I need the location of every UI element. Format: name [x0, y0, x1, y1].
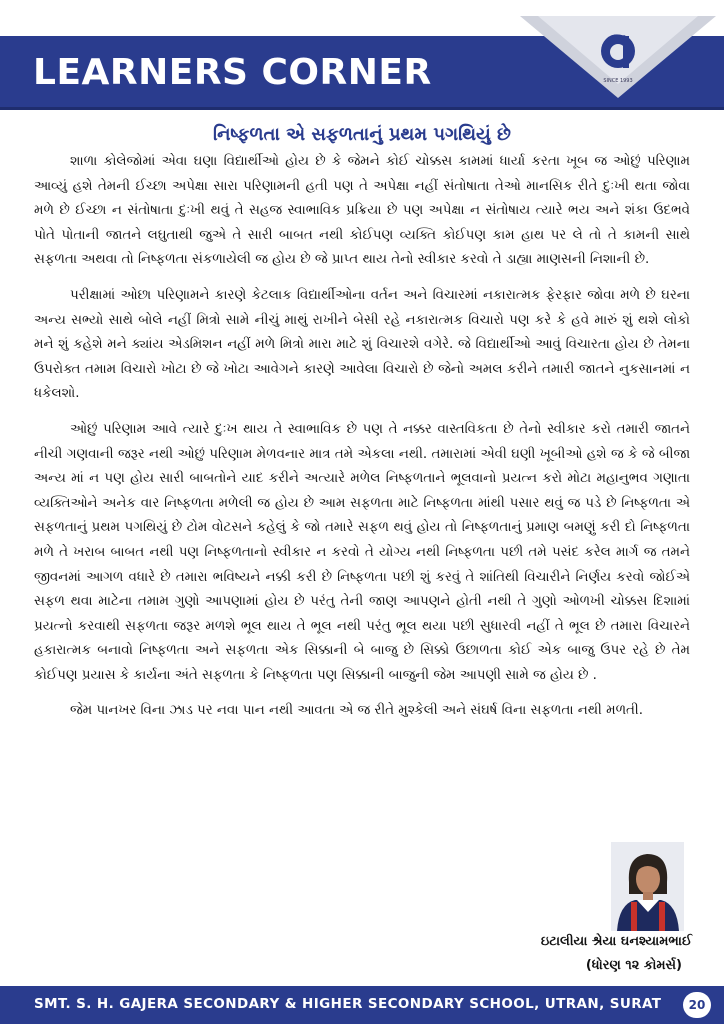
logo-since-text: SINCE 1993 [603, 78, 633, 84]
paragraph: શાળા કોલેજોમાં એવા ઘણા વિદ્યાર્થીઓ હોય છે કે જેમને કોઈ ચોક્કસ કામમાં ધાર્યા કરતા ખૂબ જ ઓછું પરિણામ આવ્યું હશે તેમની ઈચ્છા અપેક્ષા સારા પરિણામની હતી પણ તે અપેક્ષા નહીં સંતોષાતા તેઓ માનસિક રીતે દુઃખી થતા જોવા મળે છે ઈચ્છા ન સંતોષાતા દુઃખી થવું તે સહજ સ્વાભાવિક પ્રક્રિયા છે પણ અપેક્ષા ન સંતોષાય ત્યારે ભય અને શંકા ઉદભવે પોતે પોતાની જાતને લઘુતાથી જુએ તે સારી બાબત નથી કોઈપણ વ્યક્તિ કોઈપણ કામ હાથ પર લે તો તે કામની સાથે સફળતા અથવા તો નિષ્ફળતા સંકળાયેલી જ હોય છે જે પ્રાપ્ત થાય તેનો સ્વીકાર કરવો તે ડાહ્યા માણસની નિશાની છે. [34, 154, 690, 268]
school-logo-icon [520, 16, 716, 98]
header-edge [0, 107, 724, 110]
paragraph: પરીક્ષામાં ઓછા પરિણામને કારણે કેટલાક વિદ્યાર્થીઓના વર્તન અને વિચારમાં નકારાત્મક ફેરફાર જોવા મળે છે ઘરના અન્ય સભ્યો સાથે બોલે નહીં મિત્રો સામે નીચું માથું રાખીને બેસી રહે નકારાત્મક વિચારો પણ કરે કે હવે મારું શું થશે લોકો મને શું કહેશે મને ક્યાંય એડમિશન નહીં મળે મિત્રો મારા માટે શું વિચારશે વગેરે. જે વિદ્યાર્થીઓ આવું વિચારતા હોય છે તેમના ઉપરોક્ત તમામ વિચારો ખોટા છે જે ખોટા આવેગને કારણે આવેલા વિચારો છે જેનો અમલ કરીને તમારી જાતને નુકસાનમાં ન ધકેલશો. [34, 287, 690, 402]
article-body [34, 150, 690, 735]
header-title: LEARNERS CORNER [33, 52, 432, 93]
author-class: (ધોરણ ૧૨ કોમર્સ) [585, 958, 682, 973]
author-name: ઇટાલીયા શ્રેયા ઘનશ્યામભાઈ [540, 934, 692, 949]
paragraph: જેમ પાનખર વિના ઝાડ પર નવા પાન નથી આવતા એ જ રીતે મુશ્કેલી અને સંઘર્ષ વિના સફળતા નથી મળતી. [70, 703, 643, 719]
article-title: નિષ્ફળતા એ સફળતાનું પ્રથમ પગથિયું છે [213, 124, 511, 145]
paragraph: ઓછું પરિણામ આવે ત્યારે દુઃખ થાય તે સ્વાભાવિક છે પણ તે નક્કર વાસ્તવિકતા છે તેનો સ્વીકાર કરો તમારી જાતને નીચી ગણવાની જરૂર નથી ઓછું પરિણામ મેળવનાર માત્ર તમે એકલા નથી. તમારામાં એવી ઘણી ખૂબીઓ હશે જ કે જે બીજા અન્ય માં ન પણ હોય સારી બાબતોને યાદ કરીને અત્યારે મળેલ નિષ્ફળતાને ભૂલવાનો પ્રયત્ન કરો મોટા મહાનુભવ ગણાતા વ્યક્તિઓને અનેક વાર નિષ્ફળતા મળેલી જ હોય છે આમ સફળતા માટે નિષ્ફળતા માંથી પસાર થવું જ પડે છે નિષ્ફળતા એ સફળતાનું પ્રથમ પગથિયું છે ટોમ વોટસને કહેલું કે જો તમારે સફળ થવું હોય તો નિષ્ફળતાનું પ્રમાણ બમણું કરી દો નિષ્ફળતા મળે તે ખરાબ બાબત નથી પણ નિષ્ફળતાનો સ્વીકાર ન કરવો તે યોગ્ય નથી નિષ્ફળતા પછી તમે પસંદ કરેલ માર્ગ જ તમને જીવનમાં આગળ વધારે છે તમારા ભવિષ્યને નક્કી કરી છે નિષ્ફળતા પછી શું કરવું તે શાંતિથી વિચારીને નિર્ણય કરવો જોઈએ સફળ થવા માટેના તમામ ગુણો આપણામાં હોય છે પરંતુ તેની જાણ આપણને હોતી નથી તે ગુણો ઓળખી ચોક્કસ દિશામાં પ્રયત્નો કરવાથી સફળતા જરૂર મળશે ભૂલ થાય તે ભૂલ નથી પરંતુ ભૂલ થયા પછી સુધારવી નહીં તે ભૂલ છે તમારા વિચારને હકારાત્મક બનાવો નિષ્ફળતા અને સફળતા એક સિક્કાની બે બાજુ છે સિક્કો ઉછાળતા કોઈ એક બાજુ ઉપર રહે છે તેમ કોઈપણ પ્રયાસ કે કાર્યના અંતે સફળતા કે નિષ્ફળતા પણ સિક્કાની બાજુની જેમ આપણી સામે જ હોય છે . [34, 421, 690, 683]
page-number: 20 [683, 992, 711, 1018]
school-name: SMT. S. H. GAJERA SECONDARY & HIGHER SECONDARY SCHOOL, UTRAN, SURAT [34, 996, 662, 1012]
student-photo-icon [611, 842, 684, 931]
student-photo [611, 842, 684, 931]
